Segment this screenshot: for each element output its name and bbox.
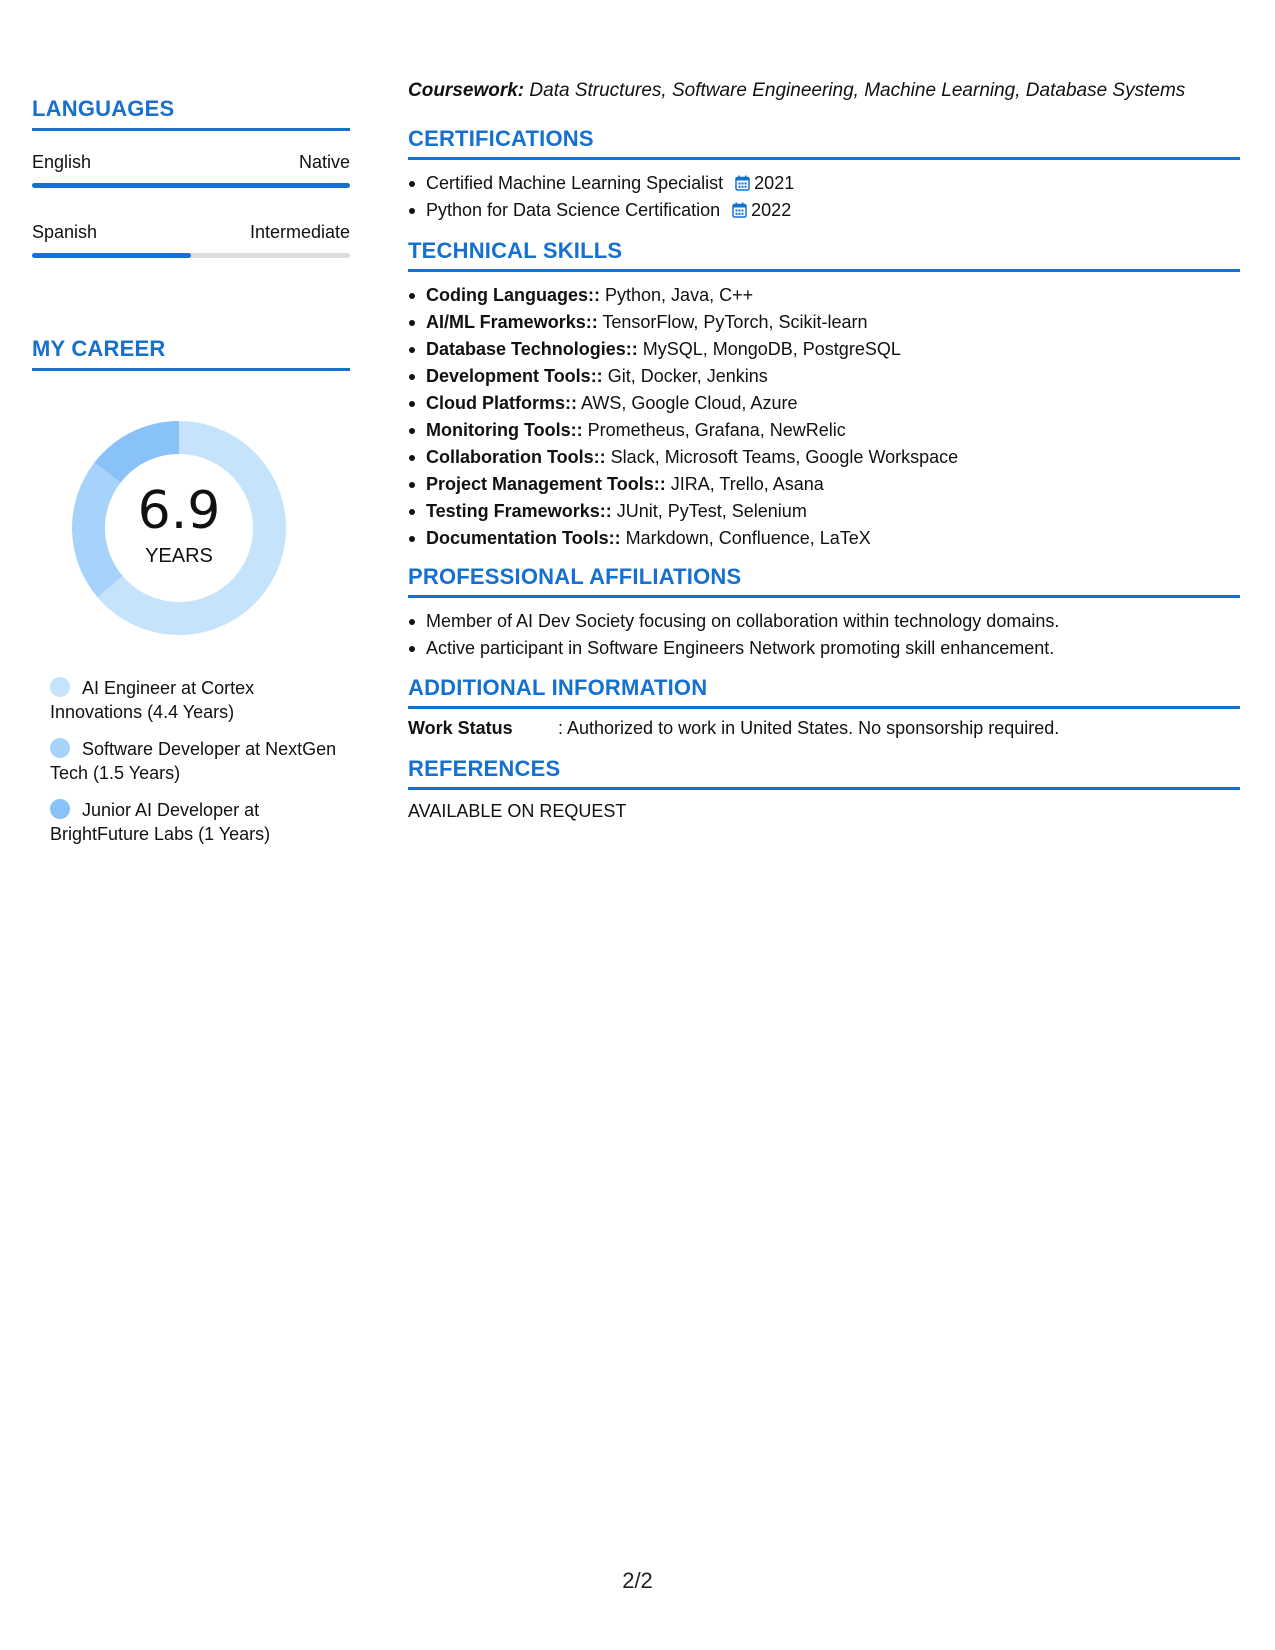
skill-label: Documentation Tools:: <box>426 528 621 548</box>
coursework-text: Data Structures, Software Engineering, Machine Learning, Database Systems <box>529 80 1186 101</box>
legend-label: Junior AI Developer at BrightFuture Labs (1 Years) <box>50 800 271 844</box>
list-item <box>426 336 1240 363</box>
list-item <box>426 363 1240 390</box>
language-proficiency-bar <box>32 183 350 188</box>
skill-label: Cloud Platforms:: <box>426 393 577 413</box>
list-item <box>426 498 1240 525</box>
career-legend <box>50 676 350 859</box>
skill-value: Python, Java, C++ <box>605 285 754 305</box>
list-item <box>426 471 1240 498</box>
skill-value: Slack, Microsoft Teams, Google Workspace <box>610 447 959 467</box>
affiliations-heading: PROFESSIONAL AFFILIATIONS <box>408 564 1240 598</box>
page-number: 2/2 <box>622 1568 653 1593</box>
legend-label: AI Engineer at Cortex Innovations (4.4 Years) <box>50 678 255 722</box>
career-donut-chart <box>66 415 292 641</box>
list-item <box>426 170 1240 197</box>
language-proficiency-fill <box>32 253 191 258</box>
list-item: Member of AI Dev Society focusing on collaboration within technology domains. <box>426 608 1240 635</box>
certification-name: Python for Data Science Certification <box>426 200 721 220</box>
career-total-years: 6.9 <box>137 480 221 541</box>
work-status-row <box>408 718 1240 739</box>
skill-label: Coding Languages:: <box>426 285 600 305</box>
work-status-value: : Authorized to work in United States. No sponsorship required. <box>558 718 1060 738</box>
legend-dot <box>50 738 70 758</box>
coursework-label: Coursework: <box>408 80 525 101</box>
list-item <box>426 525 1240 552</box>
list-item <box>426 417 1240 444</box>
language-row-spanish <box>32 222 350 258</box>
affiliations-section <box>408 564 1240 662</box>
language-level: Intermediate <box>249 222 350 242</box>
work-status-label: Work Status <box>408 718 513 738</box>
career-total-unit: YEARS <box>145 544 213 567</box>
skill-value: TensorFlow, PyTorch, Scikit-learn <box>602 312 868 332</box>
skill-value: JIRA, Trello, Asana <box>670 474 824 494</box>
references-text: AVAILABLE ON REQUEST <box>408 801 627 821</box>
languages-heading: LANGUAGES <box>32 96 350 131</box>
technical-skills-list <box>408 282 1240 552</box>
legend-dot <box>50 677 70 697</box>
legend-item <box>50 737 350 785</box>
references-section <box>408 756 1240 822</box>
list-item <box>426 197 1240 224</box>
skill-label: Testing Frameworks:: <box>426 501 612 521</box>
calendar-icon <box>732 202 747 218</box>
additional-info-section <box>408 675 1240 739</box>
calendar-icon <box>735 175 750 191</box>
coursework-line <box>408 80 1240 102</box>
language-proficiency-bar <box>32 253 350 258</box>
language-name: English <box>32 152 92 172</box>
skill-value: AWS, Google Cloud, Azure <box>581 393 798 413</box>
skill-value: MySQL, MongoDB, PostgreSQL <box>642 339 901 359</box>
language-name: Spanish <box>32 222 98 242</box>
list-item <box>426 309 1240 336</box>
skill-label: AI/ML Frameworks:: <box>426 312 598 332</box>
certifications-section <box>408 126 1240 224</box>
legend-item <box>50 798 350 846</box>
language-proficiency-fill <box>32 183 350 188</box>
language-row-english <box>32 152 350 188</box>
certification-name: Certified Machine Learning Specialist <box>426 173 724 193</box>
legend-item <box>50 676 350 724</box>
skill-label: Collaboration Tools:: <box>426 447 606 467</box>
list-item <box>426 390 1240 417</box>
legend-dot <box>50 799 70 819</box>
list-item <box>426 282 1240 309</box>
certifications-list <box>408 170 1240 224</box>
career-heading: MY CAREER <box>32 336 350 371</box>
skill-label: Project Management Tools:: <box>426 474 666 494</box>
skill-label: Database Technologies:: <box>426 339 638 359</box>
certification-year: 2021 <box>754 173 795 193</box>
technical-skills-section <box>408 238 1240 552</box>
certification-year: 2022 <box>751 200 792 220</box>
donut-center <box>66 415 292 641</box>
skill-value: Markdown, Confluence, LaTeX <box>625 528 871 548</box>
certifications-heading: CERTIFICATIONS <box>408 126 1240 160</box>
skill-label: Development Tools:: <box>426 366 603 386</box>
skill-value: Git, Docker, Jenkins <box>607 366 768 386</box>
skill-value: Prometheus, Grafana, NewRelic <box>587 420 846 440</box>
skill-value: JUnit, PyTest, Selenium <box>616 501 807 521</box>
legend-label: Software Developer at NextGen Tech (1.5 Years) <box>50 739 337 783</box>
references-heading: REFERENCES <box>408 756 1240 790</box>
list-item: Active participant in Software Engineers Network promoting skill enhancement. <box>426 635 1240 662</box>
language-level: Native <box>298 152 350 172</box>
affiliations-list <box>408 608 1240 662</box>
technical-skills-heading: TECHNICAL SKILLS <box>408 238 1240 272</box>
additional-info-heading: ADDITIONAL INFORMATION <box>408 675 1240 709</box>
list-item <box>426 444 1240 471</box>
skill-label: Monitoring Tools:: <box>426 420 583 440</box>
